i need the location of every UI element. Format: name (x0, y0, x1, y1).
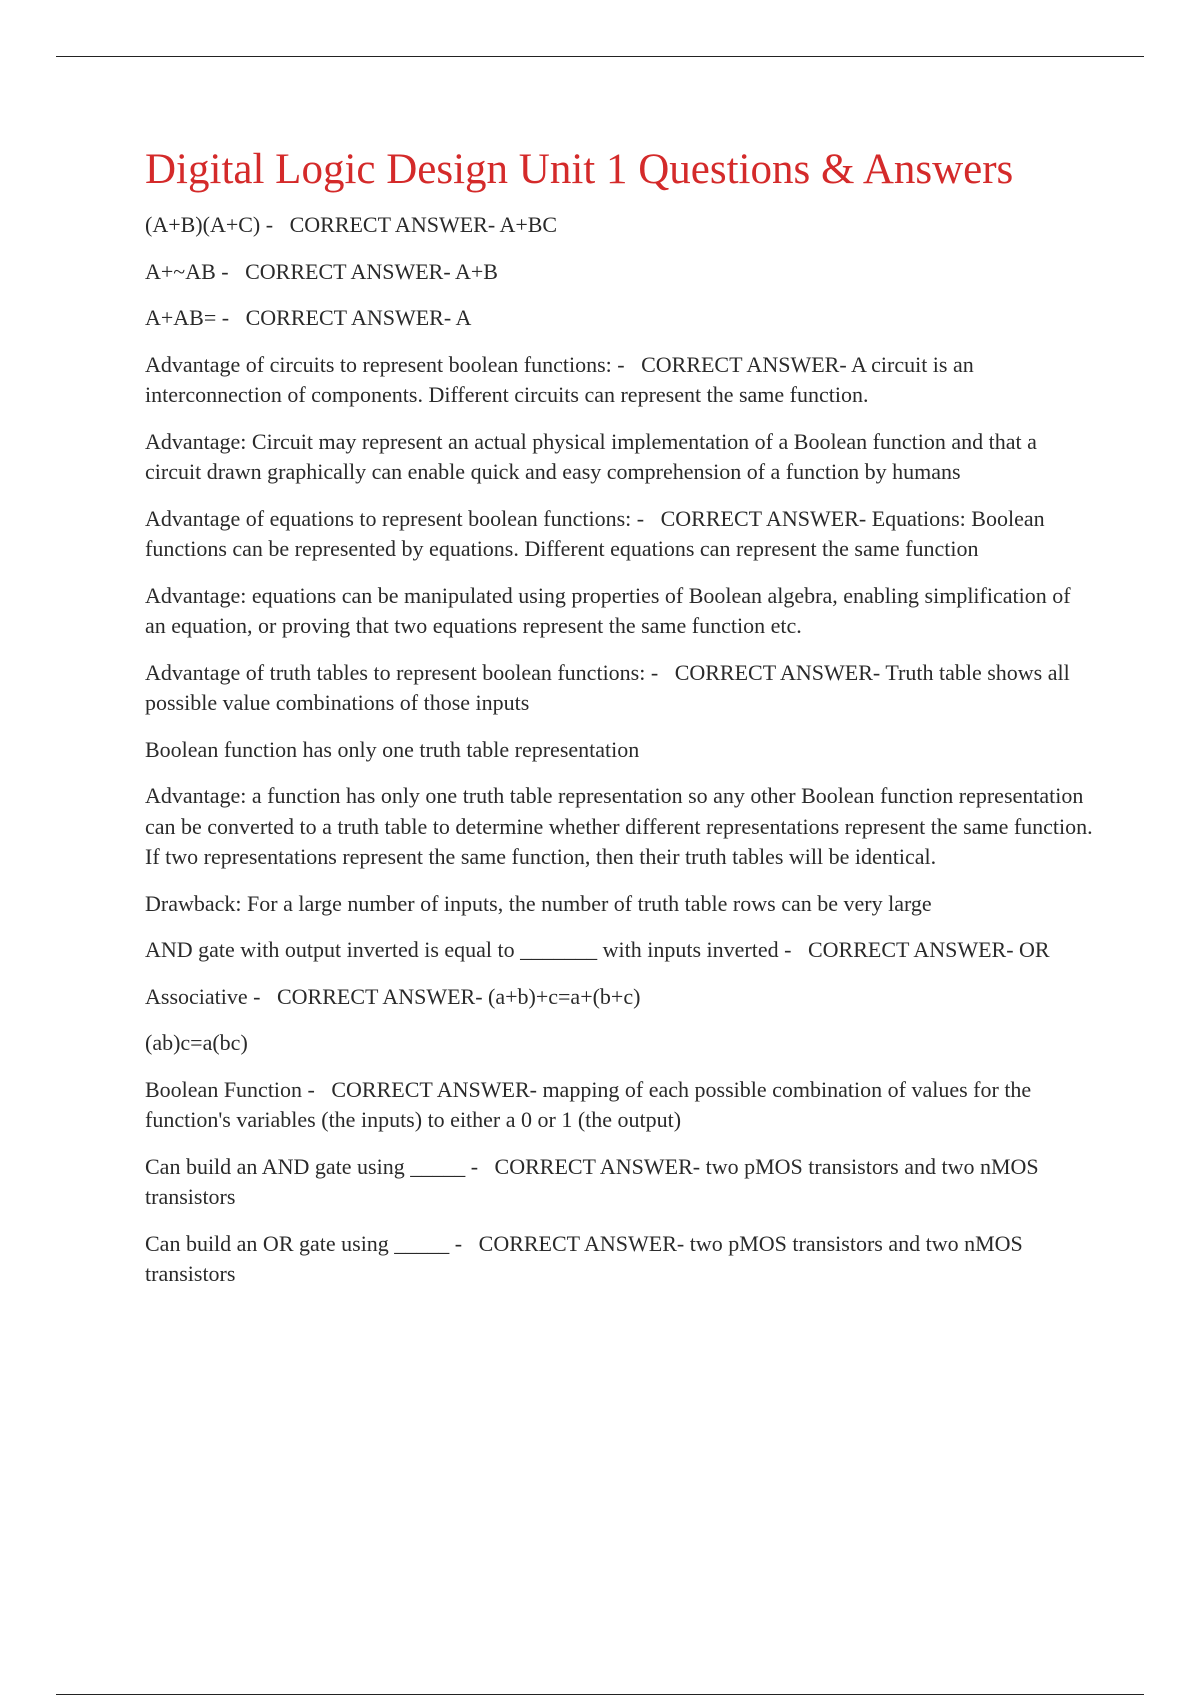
qa-entry (145, 935, 1095, 966)
answer-marker: CORRECT ANSWER- (245, 258, 451, 284)
continuation-paragraph: Advantage: a function has only one truth table representation so any other Boolean function representation can be converted to a truth table to determine whether different representations represent the same function. If two representations represent the same function, then their truth tables will be identical. (145, 783, 1093, 869)
qa-entry (145, 658, 1095, 719)
answer-marker: CORRECT ANSWER- (674, 659, 881, 685)
answer-marker: CORRECT ANSWER- (478, 1230, 685, 1256)
answer-text: mapping of each possible combination of values for the function's variables (the inputs) to either a 0 or 1 (the output) (145, 1076, 1032, 1132)
qa-entry (145, 303, 1095, 334)
question-text: A+AB= - (145, 305, 230, 330)
answer-marker: CORRECT ANSWER- (289, 212, 496, 237)
bottom-rule (56, 1694, 1144, 1695)
qa-entry (145, 1229, 1095, 1290)
qa-entry (145, 982, 1095, 1013)
question-text: Can build an OR gate using _____ - (145, 1230, 463, 1256)
continuation-paragraph: Drawback: For a large number of inputs, the number of truth table rows can be very large (145, 890, 932, 916)
question-text: AND gate with output inverted is equal to _______ with inputs inverted - (145, 937, 792, 962)
answer-text: A circuit is an interconnection of components. Different circuits can represent the same function. (145, 351, 974, 407)
qa-entry (145, 504, 1095, 565)
question-text: Associative - (145, 983, 261, 1009)
question-text: Advantage of truth tables to represent boolean functions: - (145, 659, 659, 685)
answer-marker: CORRECT ANSWER- (276, 983, 483, 1009)
answer-text: A+BC (499, 212, 558, 237)
continuation-paragraph: Advantage: equations can be manipulated using properties of Boolean algebra, enabling simplification of an equation, or proving that two equations represent the same function etc. (145, 582, 1071, 638)
question-text: Advantage of circuits to represent boolean functions: - (145, 351, 625, 377)
answer-text: Truth table shows all possible value combinations of those inputs (145, 659, 1070, 715)
answer-marker: CORRECT ANSWER- (494, 1153, 701, 1179)
answer-marker: CORRECT ANSWER- (331, 1076, 537, 1102)
qa-entry (145, 1152, 1095, 1213)
question-text: A+~AB - (145, 258, 229, 284)
question-text: (A+B)(A+C) - (145, 212, 274, 237)
answer-text: two pMOS transistors and two nMOS transistors (145, 1230, 1023, 1286)
answer-text: Equations: Boolean functions can be represented by equations. Different equations can represent the same function (145, 505, 1045, 561)
answer-text: two pMOS transistors and two nMOS transistors (145, 1153, 1039, 1209)
question-text: Can build an AND gate using _____ - (145, 1153, 479, 1179)
question-text: Boolean Function - (145, 1076, 315, 1102)
top-rule (56, 56, 1144, 57)
qa-entry (145, 1075, 1095, 1136)
answer-text: OR (1019, 937, 1050, 962)
question-text: Advantage of equations to represent boolean functions: - (145, 505, 645, 531)
answer-text: (a+b)+c=a+(b+c) (488, 983, 641, 1009)
answer-marker: CORRECT ANSWER- (807, 937, 1014, 962)
qa-entry (145, 210, 1095, 241)
answer-marker: CORRECT ANSWER- (660, 505, 867, 531)
page-title: Digital Logic Design Unit 1 Questions & Answers (145, 146, 1014, 193)
qa-entry (145, 257, 1095, 288)
answer-text: A+B (454, 258, 498, 284)
continuation-paragraph: Boolean function has only one truth table representation (145, 736, 640, 762)
document-body (145, 140, 1095, 1306)
continuation-paragraph: Advantage: Circuit may represent an actual physical implementation of a Boolean function and that a circuit drawn graphically can enable quick and easy comprehension of a function by humans (145, 428, 1037, 484)
qa-entry (145, 350, 1095, 411)
answer-text: A (455, 305, 472, 330)
answer-marker: CORRECT ANSWER- (245, 305, 452, 330)
answer-marker: CORRECT ANSWER- (641, 351, 847, 377)
continuation-paragraph: (ab)c=a(bc) (145, 1030, 248, 1055)
